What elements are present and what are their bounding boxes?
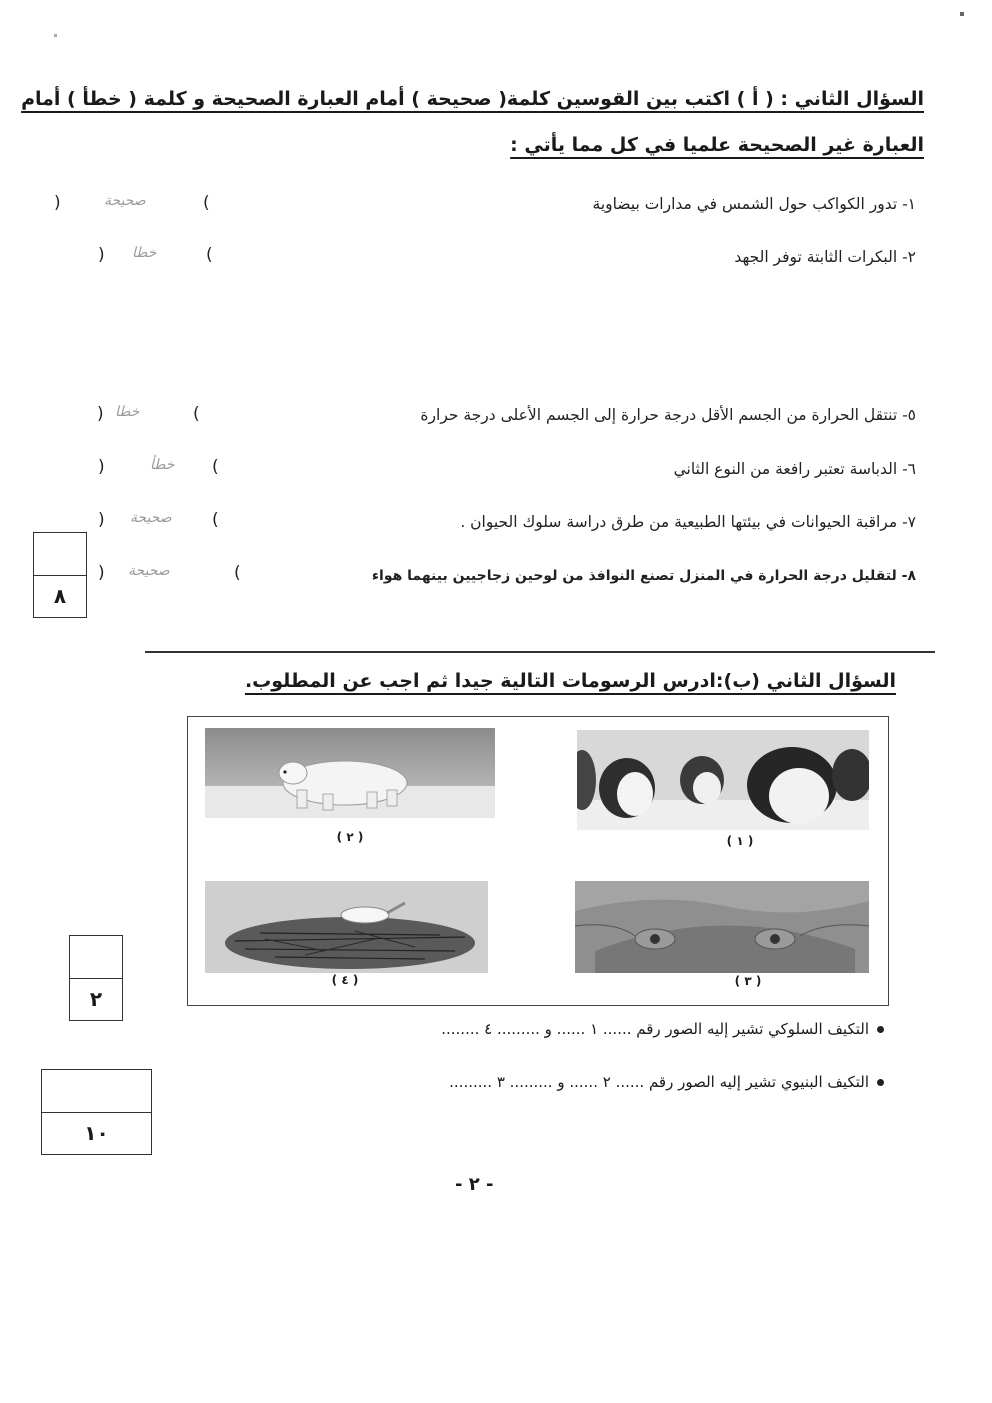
- paren-open: (: [193, 404, 200, 424]
- paren-open: (: [203, 193, 210, 213]
- paren-open: (: [212, 510, 219, 530]
- score-value: ٢: [89, 987, 103, 1011]
- caption-photo-2: ( ٢ ): [336, 830, 364, 844]
- bullet-structural: [449, 1073, 884, 1091]
- bullet-text[interactable]: التكيف السلوكي تشير إليه الصور رقم ...... ١ ...... و ......... ٤ ........: [441, 1020, 869, 1038]
- answer-2[interactable]: خطا: [132, 245, 157, 261]
- paren-close: ): [98, 245, 105, 265]
- caption-photo-4: ( ٤ ): [331, 973, 359, 987]
- paren-open: (: [212, 457, 219, 477]
- statement-7: ٧- مراقبة الحيوانات في بيئتها الطبيعية من طرق دراسة سلوك الحيوان .: [460, 513, 916, 531]
- corner-mark: [54, 34, 57, 37]
- answer-8[interactable]: صحيحة: [128, 563, 170, 579]
- score-blank: [42, 1070, 151, 1113]
- caption-photo-1: ( ١ ): [726, 834, 754, 848]
- corner-mark: [960, 12, 964, 16]
- total-score-box: [41, 1069, 152, 1155]
- part-b-heading: السؤال الثاني (ب):ادرس الرسومات التالية جيدا ثم اجب عن المطلوب.: [244, 670, 896, 692]
- statement-8: ٨- لتقليل درجة الحرارة في المنزل تصنع النوافذ من لوحين زجاجيين بينهما هواء: [371, 568, 916, 584]
- bullet-dot: [877, 1026, 884, 1033]
- paren-close: ): [98, 563, 105, 583]
- answer-1[interactable]: صحيحة: [104, 193, 146, 209]
- part-a-heading-line2: العبارة غير الصحيحة علميا في كل مما يأتي :: [510, 134, 924, 156]
- score-box-part-b: [69, 935, 123, 1021]
- score-blank: [34, 533, 86, 576]
- photo-polar-bear: [205, 728, 495, 818]
- answer-7[interactable]: صحيحة: [130, 510, 172, 526]
- statement-2: ٢- البكرات الثابتة توفر الجهد: [734, 248, 916, 266]
- paren-close: ): [98, 510, 105, 530]
- photo-penguins: [577, 730, 869, 830]
- bullet-behavioral: [441, 1020, 884, 1038]
- photo-bird-nest: [205, 881, 488, 973]
- total-score-value: ١٠: [84, 1121, 109, 1145]
- statement-6: ٦- الدباسة تعتبر رافعة من النوع الثاني: [673, 460, 916, 478]
- caption-photo-3: ( ٣ ): [734, 974, 762, 988]
- paren-close: ): [97, 404, 104, 424]
- paren-open: (: [234, 563, 241, 583]
- photo-frog: [575, 881, 869, 973]
- score-blank: [70, 936, 122, 979]
- score-value: ٨: [53, 584, 67, 608]
- section-divider: [145, 651, 935, 653]
- page-number: - ٢ -: [455, 1174, 494, 1195]
- answer-6[interactable]: خطأ: [150, 457, 175, 473]
- paren-close: ): [98, 457, 105, 477]
- statement-1: ١- تدور الكواكب حول الشمس في مدارات بيضاوية: [592, 195, 916, 213]
- bullet-dot: [877, 1079, 884, 1086]
- statement-5: ٥- تنتقل الحرارة من الجسم الأقل درجة حرارة إلى الجسم الأعلى درجة حرارة: [420, 406, 916, 424]
- paren-close: ): [54, 193, 61, 213]
- paren-open: (: [206, 245, 213, 265]
- answer-5[interactable]: خطا: [115, 404, 140, 420]
- score-box-part-a: [33, 532, 87, 618]
- bullet-text[interactable]: التكيف البنيوي تشير إليه الصور رقم ...... ٢ ...... و ......... ٣ .........: [449, 1073, 869, 1091]
- part-a-heading-line1: السؤال الثاني : ( أ ) اكتب بين القوسين كلمة( صحيحة ) أمام العبارة الصحيحة و كلمة ( خطأ ) أمام: [21, 88, 924, 110]
